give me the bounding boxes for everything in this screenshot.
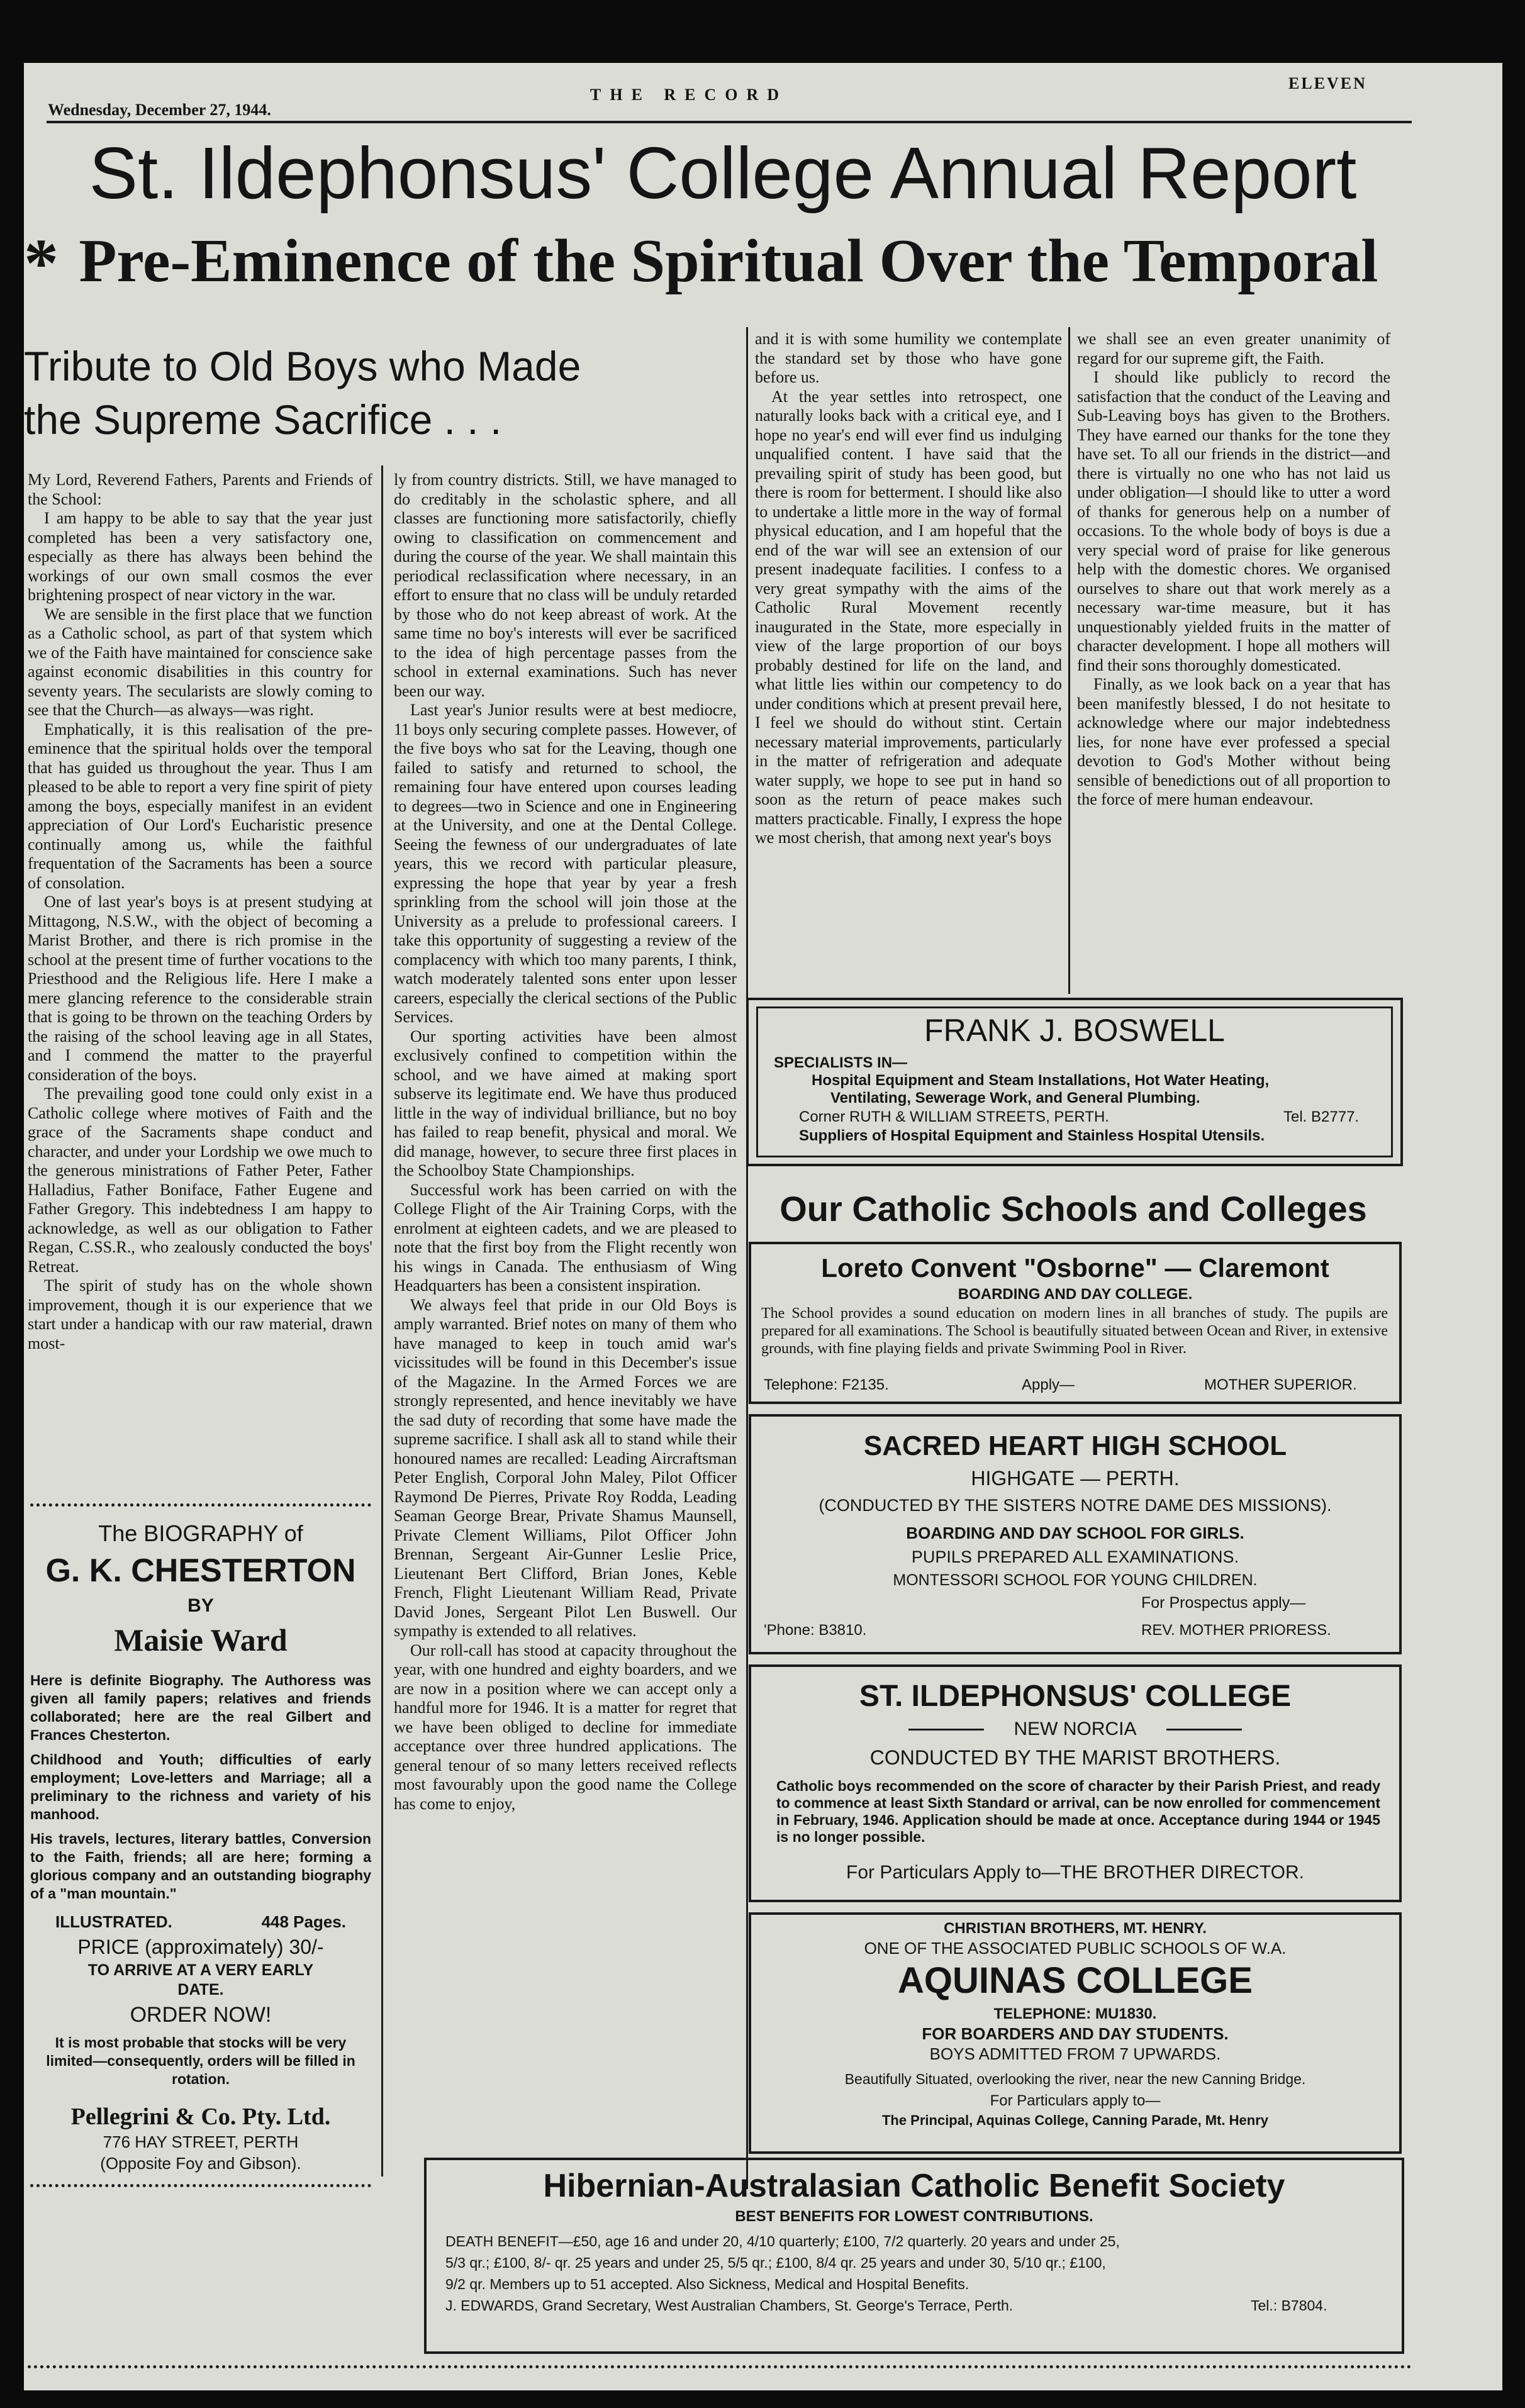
school-name: SACRED HEART HIGH SCHOOL xyxy=(863,1430,1287,1461)
dotted-divider xyxy=(30,2184,371,2187)
paragraph: One of last year's boys is at present studying at Mittagong, N.S.W., with the object of becoming a Marist Brother, and there is rich promise in the school at the present time of further vocations to the Priesthood and the Religious life. Here I make a mere glancing reference to the considerable strain that is going to be thrown on the teaching Orders by the raising of the school leaving age in all States, and I commend the matter to the prayerful consideration of the boys. xyxy=(28,893,372,1084)
society-telephone: Tel.: B7804. xyxy=(1251,2297,1327,2314)
ad-line: Ventilating, Sewerage Work, and General Plumbing. xyxy=(830,1090,1200,1106)
ad-line: Hospital Equipment and Steam Installations, Hot Water Heating, xyxy=(812,1072,1270,1089)
ad-line: BOYS ADMITTED FROM 7 UPWARDS. xyxy=(929,2044,1221,2063)
school-description: The School provides a sound education on modern lines in all branches of study. The pupils are prepared for all examinations. The School is beautifully situated between Ocean and River, in extensive grounds, with fine playing fields and private Swimming Pool in River. xyxy=(761,1305,1388,1357)
headline: St. Ildephonsus' College Annual Report xyxy=(89,132,1357,214)
dotted-divider xyxy=(30,1503,371,1507)
salutation: My Lord, Reverend Fathers, Parents and Friends of the School: xyxy=(28,471,372,508)
paragraph: Emphatically, it is this realisation of the pre-eminence that the spiritual holds over the temporal that has guided us throughout the year. Thus I am pleased to be able to report a very fine spirit of piety among the boys, especially manifest in an evident appreciation of Our Lord's Eucharistic presence continually among us, while the faithful frequentation of the Sacraments has been a source of consolation. xyxy=(28,720,372,892)
article-title-line-2: the Supreme Sacrifice . . . xyxy=(24,396,502,443)
paragraph: and it is with some humility we contemplate the standard set by those who have gone before us. xyxy=(755,330,1062,386)
ad-arrival: TO ARRIVE AT A VERY EARLY DATE. xyxy=(87,1961,314,1998)
article-column-3 xyxy=(755,330,1062,987)
column-rule xyxy=(381,465,383,2177)
masthead-date: Wednesday, December 27, 1944. xyxy=(48,101,271,119)
benefit-line: DEATH BENEFIT—£50, age 16 and under 20, 4/10 quarterly; £100, 7/2 quarterly. 20 years and under 25, xyxy=(445,2233,1120,2249)
school-conducted-by: CONDUCTED BY THE MARIST BROTHERS. xyxy=(869,1746,1281,1769)
school-line: BOARDING AND DAY SCHOOL FOR GIRLS. xyxy=(906,1524,1244,1542)
ad-line: Beautifully Situated, overlooking the river, near the new Canning Bridge. xyxy=(844,2071,1306,2087)
bookseller-note: (Opposite Foy and Gibson). xyxy=(100,2154,301,2173)
ad-line: FOR BOARDERS AND DAY STUDENTS. xyxy=(922,2024,1229,2043)
school-subtitle: BOARDING AND DAY COLLEGE. xyxy=(958,1286,1193,1303)
paragraph: Our roll-call has stood at capacity throughout the year, with one hundred and eighty boarders, and we are now in a position where we can accept only a handful more for 1946. It is a matter for regret that we have been obliged to decline for immediate acceptance over three hundred applications. The general tenour of so many letters received reflects most favourably upon the good name the College has come to enjoy, xyxy=(394,1641,737,1813)
hibernian-ad xyxy=(424,2158,1404,2354)
benefit-line: 9/2 qr. Members up to 51 accepted. Also Sickness, Medical and Hospital Benefits. xyxy=(445,2276,969,2292)
school-description: Catholic boys recommended on the score of character by their Parish Priest, and ready to commence at least Sixth Standard or arrival, can be now enrolled for commencement in February, 1946. Application should be made at once. Acceptance during 1944 or 1945 is no longer possible. xyxy=(776,1778,1380,1845)
subheadline-mark: * xyxy=(24,225,59,301)
school-telephone: TELEPHONE: MU1830. xyxy=(993,2005,1157,2022)
paragraph: ly from country districts. Still, we have managed to do creditably in the scholastic sphere, and all classes are functioning more satisfactorily, chiefly owing to classification on commencement and during the course of the year. We shall maintain this periodical reclassification where necessary, in an effort to ensure that no class will be unduly retarded by those who do not keep abreast of work. At the same time no boy's interests will ever be sacrificed to the idea of high percentage passes from the school in external examinations. Such has never been our way. xyxy=(394,471,737,700)
school-apply: For Particulars apply to— xyxy=(990,2092,1161,2109)
school-name: AQUINAS COLLEGE xyxy=(898,1960,1253,2001)
sacred-heart-ad xyxy=(749,1414,1402,1654)
ad-line: SPECIALISTS IN— xyxy=(774,1054,908,1071)
paragraph: We always feel that pride in our Old Boys is amply warranted. Brief notes on many of them who have managed to keep in touch amid war's vicissitudes will be found in this December's issue of the Magazine. In the Armed Forces we are strongly represented, and hence inevitably we have the sad duty of recording that some have made the supreme sacrifice. I shall ask all to stand while their honoured names are recalled: Leading Aircraftsman Peter English, Corporal John Maley, Pilot Officer Raymond De Pierres, Private Roy Rodda, Leading Seaman George Brear, Private Shamus Maunsell, Private Clement Williams, Pilot Officer John Brennan, Sergeant Air-Gunner Leslie Price, Lieutenant Bert Clifford, Brian Jones, Keble French, Flight Lieutenant William Read, Private David Jones, Sergeant Pilot Len Buswell. Our sympathy is extended to all relatives. xyxy=(394,1295,737,1640)
school-location: NEW NORCIA xyxy=(1014,1719,1137,1739)
paragraph: I should like publicly to record the satisfaction that the conduct of the Leaving and Sub-Leaving boys has given to the Brothers. They have earned our thanks for the tone they have set. To all our friends in the district—and there is virtually no one who has not laid us under obligation—I should like to utter a word of thanks for generous help on a number of occasions. To the whole body of boys is due a very special word of praise for like generous help with the domestic chores. We organised ourselves to share out that work merely as a necessary war-time measure, but it has unquestionably yielded fruits in the matter of character development. I hope all mothers will find their sons thoroughly domesticated. xyxy=(1077,368,1390,674)
boswell-ad xyxy=(746,998,1403,1166)
school-telephone: Telephone: F2135. xyxy=(764,1376,889,1393)
masthead-rule xyxy=(47,121,1412,123)
society-name: Hibernian-Australasian Catholic Benefit Society xyxy=(543,2168,1285,2204)
ad-line: BY xyxy=(187,1595,214,1616)
ildephonsus-ad xyxy=(749,1664,1402,1902)
school-apply: Apply— xyxy=(1022,1376,1075,1393)
school-location: HIGHGATE — PERTH. xyxy=(971,1467,1180,1490)
ad-line: The BIOGRAPHY of xyxy=(98,1520,303,1546)
ad-paragraph: Childhood and Youth; difficulties of early employment; Love-letters and Marriage; all a preliminary to the richness and variety of his manhood. xyxy=(30,1751,371,1822)
ad-order-now: ORDER NOW! xyxy=(130,2003,272,2027)
school-contact: REV. MOTHER PRIORESS. xyxy=(1141,1622,1331,1639)
ad-line: Suppliers of Hospital Equipment and Stainless Hospital Utensils. xyxy=(799,1127,1265,1144)
dotted-divider xyxy=(28,2365,1412,2368)
ad-telephone: Tel. B2777. xyxy=(1283,1108,1360,1125)
paragraph: we shall see an even greater unanimity of regard for our supreme gift, the Faith. xyxy=(1077,330,1390,367)
column-rule xyxy=(1068,327,1070,994)
article-column-2 xyxy=(394,471,737,2200)
school-apply: For Prospectus apply— xyxy=(1141,1594,1306,1612)
article-column-4 xyxy=(1077,330,1390,987)
paragraph: We are sensible in the first place that we function as a Catholic school, as part of that system which we of the Faith have maintained for conscience sake against economic disabilities in this country for seventy years. The secularists are slowly coming to see that the Church—as always—was right. xyxy=(28,605,372,719)
chesterton-book-ad xyxy=(30,1503,371,2372)
school-line: MONTESSORI SCHOOL FOR YOUNG CHILDREN. xyxy=(893,1571,1258,1589)
school-apply: For Particulars Apply to—THE BROTHER DIRECTOR. xyxy=(846,1862,1304,1883)
ad-address: Corner RUTH & WILLIAM STREETS, PERTH. xyxy=(799,1108,1109,1125)
school-line: PUPILS PREPARED ALL EXAMINATIONS. xyxy=(911,1547,1239,1566)
book-author: Maisie Ward xyxy=(114,1622,288,1658)
benefit-line: 5/3 qr.; £100, 8/- qr. 25 years and under 25, 5/5 qr.; £100, 8/4 qr. 25 years and under 30, 5/10 qr.; £100, xyxy=(445,2255,1106,2271)
paragraph: Finally, as we look back on a year that has been manifestly blessed, I do not hesitate to acknowledge where our major indebtedness lies, for none have ever professed a special devotion to God's Mother without being sensible of benedictions out of all proportion to the force of mere human endeavour. xyxy=(1077,675,1390,808)
school-telephone: 'Phone: B3810. xyxy=(764,1622,867,1639)
article-title-line-1: Tribute to Old Boys who Made xyxy=(24,343,581,389)
advertiser-name: FRANK J. BOSWELL xyxy=(924,1013,1225,1048)
ad-illustrated: ILLUSTRATED. xyxy=(55,1912,172,1931)
paragraph: The spirit of study has on the whole shown improvement, though it is our experience that we start under a handicap with our raw material, drawn most- xyxy=(28,1276,372,1352)
paragraph: The prevailing good tone could only exist in a Catholic college where motives of Faith and the grace of the Sacraments shape conduct and character, and under your Lordship we owe much to the generous ministrations of Father Peter, Father Halladius, Father Boniface, Father Eugene and Father Gregory. This indebtedness I am happy to acknowledge, as well as our obligation to Father Regan, C.SS.R., who zealously conducted the boys' Retreat. xyxy=(28,1084,372,1276)
book-subject: G. K. CHESTERTON xyxy=(45,1552,356,1589)
masthead-paper: THE RECORD xyxy=(590,86,788,104)
paragraph: Our sporting activities have been almost exclusively confined to competition within the school, and we have aimed at making sport subserve its legitimate end. We have thus produced little in the way of individual brilliance, but no boy has failed to reap benefit, physical and moral. We did manage, however, to secure three first places in the Schoolboy State Championships. xyxy=(394,1027,737,1179)
paragraph: I am happy to be able to say that the year just completed has been a very satisfactory one, especially as there has always been behind the workings of our own small cosmos the ever brightening prospect of near victory in the war. xyxy=(28,509,372,604)
schools-heading: Our Catholic Schools and Colleges xyxy=(779,1189,1367,1229)
school-conducted-by: (CONDUCTED BY THE SISTERS NOTRE DAME DES MISSIONS). xyxy=(818,1496,1332,1515)
paragraph: Last year's Junior results were at best mediocre, 11 boys only securing complete passes. However, of the five boys who sat for the Leaving, though one failed to satisfy and returned to school, the remaining four have entered upon courses leading to degrees—two in Science and one in Engineering at the University, and one at the Dental College. Seeing the fewness of our undergraduates of late years, this we record with particular pleasure, expressing the hope that year by year a fresh sprinkling from the school will join those at the University as a prelude to professional careers. I take this opportunity of suggesting a review of the complacency with which too many parents, I think, watch moderately talented sons enter upon lesser careers, especially the clerical sections of the Public Services. xyxy=(394,701,737,1026)
bookseller-name: Pellegrini & Co. Pty. Ltd. xyxy=(70,2104,331,2130)
ad-stocks-note: It is most probable that stocks will be very limited—consequently, orders will be filled in rotation. xyxy=(46,2034,355,2087)
ad-line: BEST BENEFITS FOR LOWEST CONTRIBUTIONS. xyxy=(735,2208,1093,2225)
ad-price: PRICE (approximately) 30/- xyxy=(77,1936,324,1958)
paragraph: At the year settles into retrospect, one naturally looks back with a critical eye, and I hope no year's end will ever find us indulging unqualified content. I have said that the prevailing spirit of study has been good, but there is room for betterment. I should like also to undertake a little more in the way of formal physical education, and I am hopeful that the end of the war will see an extension of our present inadequate facilities. I confess to a very great sympathy with the aims of the Catholic Rural Movement recently inaugurated in the State, more especially in view of the large proportion of our boys probably destined for life on the land, and what little lies within our competency to do under conditions which at present prevail here, I feel we should do without stint. Certain necessary material improvements, particularly in the matter of refrigeration and adequate water supply, we hope to see put in hand so soon as the return of peace makes such matters practicable. Finally, I express the hope we most cherish, that among next year's boys xyxy=(755,387,1062,847)
ad-paragraph: His travels, lectures, literary battles, Conversion to the Faith, friends; all are here; forming a glorious company and an outstanding biography of a "man mountain." xyxy=(30,1831,371,1902)
masthead-page: ELEVEN xyxy=(1288,74,1367,92)
newspaper-page xyxy=(24,63,1502,2390)
column-rule xyxy=(746,327,748,2189)
ad-paragraph: Here is definite Biography. The Authoress was given all family papers; relatives and friends collaborated; here are the real Gilbert and Frances Chesterton. xyxy=(30,1672,371,1743)
school-contact: MOTHER SUPERIOR. xyxy=(1204,1376,1357,1393)
article-column-1 xyxy=(28,471,372,1485)
bookseller-address: 776 HAY STREET, PERTH xyxy=(103,2132,299,2151)
ad-line: ONE OF THE ASSOCIATED PUBLIC SCHOOLS OF W.A. xyxy=(864,1939,1287,1958)
subheadline: Pre-Eminence of the Spiritual Over the Temporal xyxy=(79,227,1378,295)
school-name: ST. ILDEPHONSUS' COLLEGE xyxy=(859,1680,1292,1713)
aquinas-ad xyxy=(749,1912,1402,2154)
secretary-line: J. EDWARDS, Grand Secretary, West Australian Chambers, St. George's Terrace, Perth. xyxy=(445,2297,1014,2314)
loreto-ad xyxy=(749,1242,1402,1404)
school-name: Loreto Convent "Osborne" — Claremont xyxy=(821,1253,1329,1283)
ad-pages: 448 Pages. xyxy=(261,1912,346,1931)
paragraph: Successful work has been carried on with the College Flight of the Air Training Corps, with the enrolment at eighteen cadets, and we are pleased to note that the first boy from the Flight recently won his wings in Canada. The enthusiasm of Wing Headquarters has been a consistent inspiration. xyxy=(394,1180,737,1295)
school-contact: The Principal, Aquinas College, Canning Parade, Mt. Henry xyxy=(881,2112,1269,2128)
ad-line: CHRISTIAN BROTHERS, MT. HENRY. xyxy=(944,1920,1207,1937)
